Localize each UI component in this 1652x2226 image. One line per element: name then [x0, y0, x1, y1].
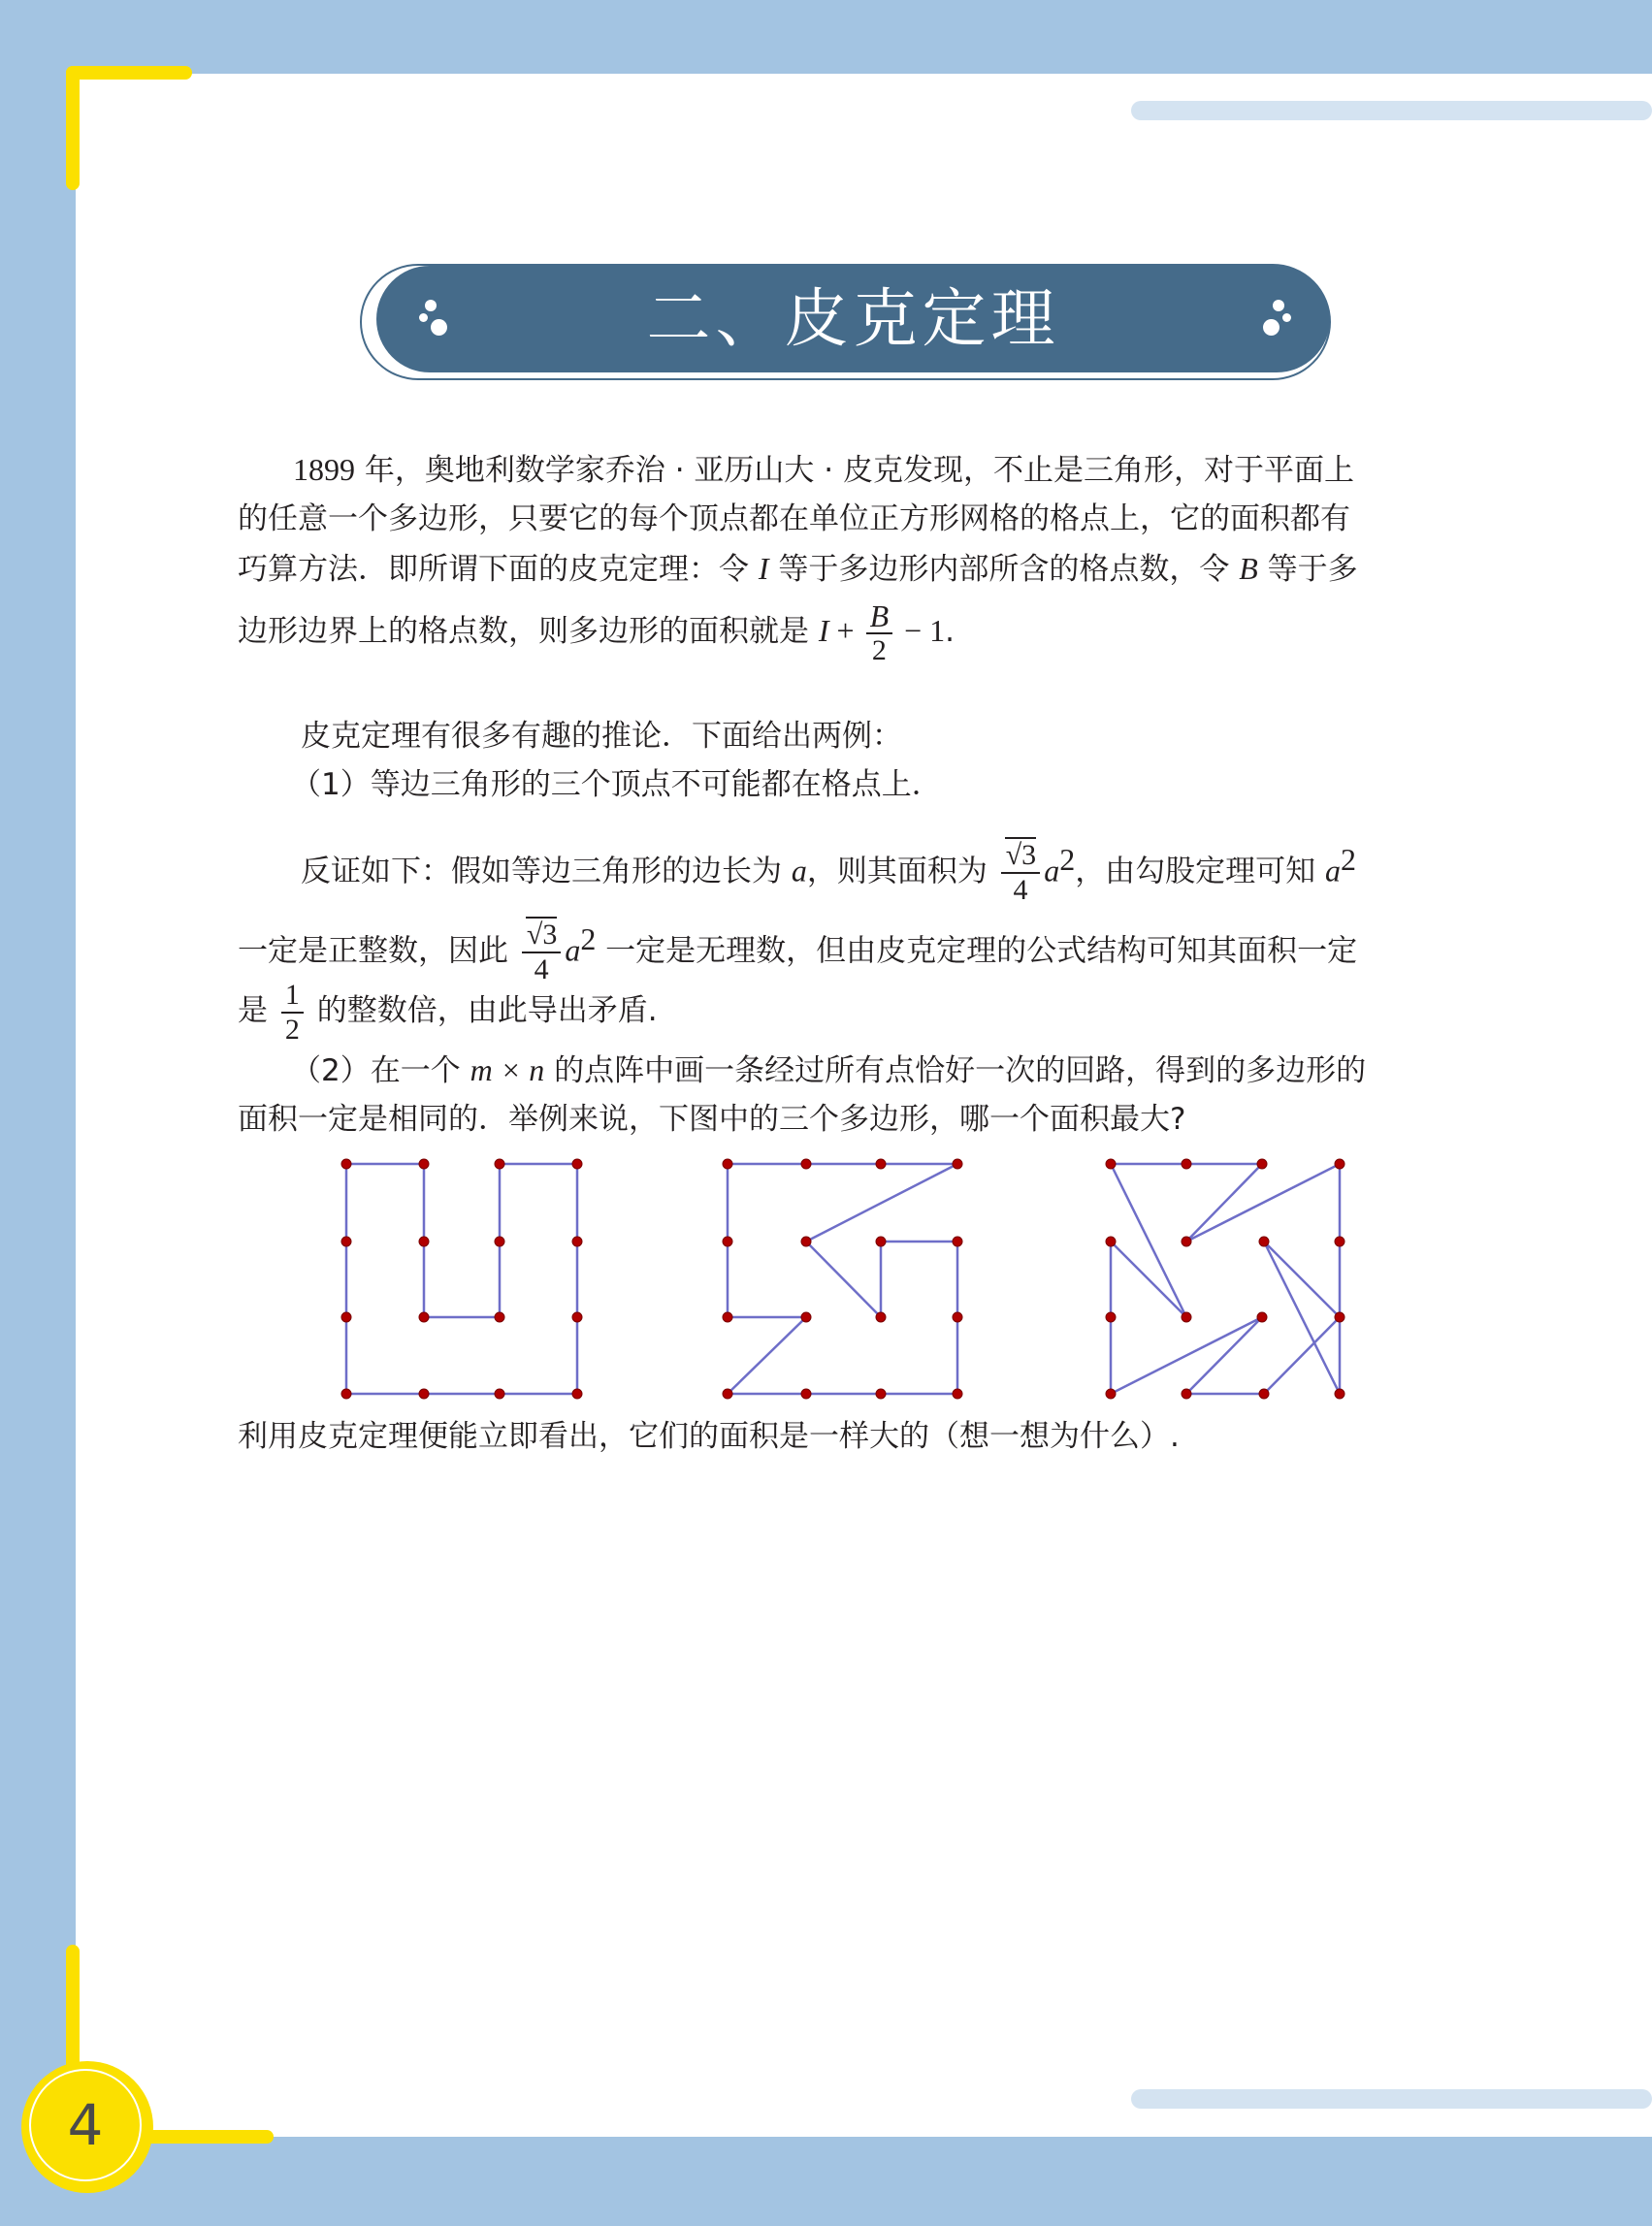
- intro-line-3: 巧算方法．即所谓下面的皮克定理：令 I 等于多边形内部所含的格点数，令 B 等于多: [238, 551, 1358, 587]
- polygon-u-shape: [346, 1164, 577, 1394]
- lattice-polygons-figure: [335, 1149, 1353, 1411]
- corollary-item-2-cont: 面积一定是相同的．举例来说，下图中的三个多边形，哪一个面积最大?: [238, 1102, 1186, 1137]
- page-number-badge: [21, 2061, 153, 2193]
- proof-line-3: 是 $\frac{1}{2}$ 的整数倍，由此导出矛盾.: [238, 978, 658, 1046]
- intro-line-4: 边形边界上的格点数，则多边形的面积就是 I + $\frac{B}{2}$ − 1.: [238, 597, 956, 666]
- section-title-banner: [360, 264, 1333, 384]
- polygon-pinwheel-shape: [1111, 1164, 1340, 1394]
- intro-line-1: 1899 年，奥地利数学家乔治 · 亚历山大 · 皮克发现，不止是三角形，对于平面上: [293, 452, 1354, 488]
- corollary-item-2: （2）在一个 m × n 的点阵中画一条经过所有点恰好一次的回路，得到的多边形的: [291, 1052, 1367, 1088]
- top-bracket-horizontal: [66, 66, 192, 80]
- fraction-b-over-2: $\frac{B}{2}$: [866, 599, 893, 667]
- top-deco-line: [1131, 101, 1652, 120]
- corollary-item-1: （1）等边三角形的三个顶点不可能都在格点上．: [291, 767, 942, 802]
- bottom-deco-line: [1131, 2089, 1652, 2109]
- proof-line-2: 一定是正整数，因此 $\frac{√3}{4}$ $a^2$ 一定是无理数，但由皮克定理的公式结构可知其面积一定: [238, 918, 1358, 985]
- fraction-one-half: $\frac{1}{2}$: [281, 979, 304, 1047]
- polygon-spiral-shape: [728, 1164, 957, 1394]
- year-1899: 1899: [293, 452, 355, 487]
- page-title: 二、皮克定理: [646, 281, 1060, 356]
- conclusion-line: 利用皮克定理便能立即看出，它们的面积是一样大的（想一想为什么）.: [238, 1419, 1180, 1454]
- proof-line-1: 反证如下：假如等边三角形的边长为 a，则其面积为 $\frac{√3}{4}$ $a^2$，由勾股定理可知 $a^2$: [301, 838, 1357, 906]
- fraction-sqrt3-over-4-b: $\frac{√3}{4}$: [522, 919, 561, 986]
- corollary-lead: 皮克定理有很多有趣的推论．下面给出两例：: [301, 719, 902, 754]
- left-band: [0, 0, 76, 2226]
- title-dots-right-icon: [1259, 300, 1298, 339]
- top-bracket-vertical: [66, 66, 80, 190]
- top-band: [0, 0, 1652, 74]
- bottom-band: [0, 2137, 1652, 2226]
- intro-line-2: 的任意一个多边形，只要它的每个顶点都在单位正方形网格的格点上，它的面积都有: [238, 501, 1350, 536]
- fraction-sqrt3-over-4: $\frac{√3}{4}$: [1001, 839, 1040, 907]
- title-pill: [376, 266, 1330, 372]
- page-number: 4: [29, 2069, 142, 2181]
